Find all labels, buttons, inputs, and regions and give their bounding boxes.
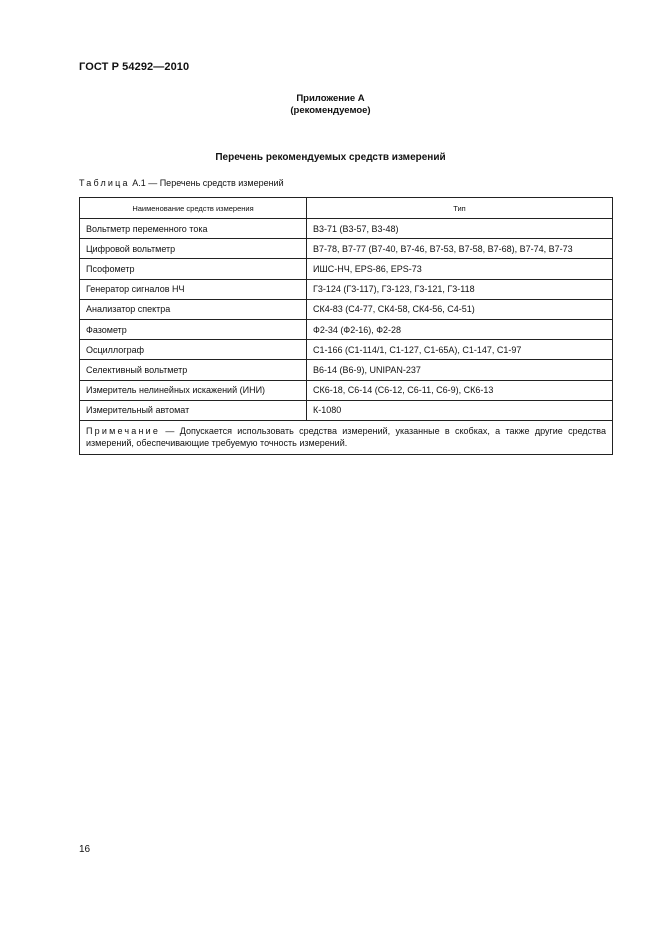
table-header-row	[80, 198, 613, 219]
cell-type: В6-14 (В6-9), UNIPAN-237	[307, 360, 613, 380]
table-caption-label: Таблица	[79, 178, 130, 188]
table-row	[80, 259, 613, 279]
section-title: Перечень рекомендуемых средств измерений	[215, 152, 446, 163]
cell-type: В7-78, В7-77 (В7-40, В7-46, В7-53, В7-58, В7-68), В7-74, В7-73	[307, 239, 613, 259]
table-note-row	[80, 420, 613, 454]
table-row	[80, 279, 613, 299]
cell-name: Измерительный автомат	[80, 400, 307, 420]
cell-type: ИШС-НЧ, EPS-86, EPS-73	[307, 259, 613, 279]
cell-name: Селективный вольтметр	[80, 360, 307, 380]
cell-name: Вольтметр переменного тока	[80, 219, 307, 239]
cell-name: Измеритель нелинейных искажений (ИНИ)	[80, 380, 307, 400]
table-row	[80, 360, 613, 380]
cell-name: Генератор сигналов НЧ	[80, 279, 307, 299]
column-header-type: Тип	[307, 198, 613, 219]
table-row	[80, 299, 613, 319]
appendix-title: Приложение А	[296, 93, 365, 104]
note-label: Примечание	[86, 425, 161, 436]
page-number: 16	[79, 844, 91, 855]
cell-type: С1-166 (С1-114/1, С1-127, С1-65А), С1-147, С1-97	[307, 340, 613, 360]
table-row	[80, 380, 613, 400]
measurement-means-table	[79, 197, 613, 455]
appendix-status: (рекомендуемое)	[290, 105, 371, 116]
table-row	[80, 219, 613, 239]
cell-type: СК4-83 (С4-77, СК4-58, СК4-56, С4-51)	[307, 299, 613, 319]
cell-name: Цифровой вольтметр	[80, 239, 307, 259]
cell-type: Г3-124 (Г3-117), Г3-123, Г3-121, Г3-118	[307, 279, 613, 299]
cell-name: Псофометр	[80, 259, 307, 279]
table-row	[80, 400, 613, 420]
table-row	[80, 340, 613, 360]
cell-type: Ф2-34 (Ф2-16), Ф2-28	[307, 319, 613, 339]
table-caption-text: А.1 — Перечень средств измерений	[129, 178, 284, 188]
column-header-name: Наименование средств измерения	[80, 198, 307, 219]
cell-type: В3-71 (В3-57, В3-48)	[307, 219, 613, 239]
cell-type: К-1080	[307, 400, 613, 420]
cell-name: Осциллограф	[80, 340, 307, 360]
table-row	[80, 239, 613, 259]
cell-name: Фазометр	[80, 319, 307, 339]
table-row	[80, 319, 613, 339]
document-code: ГОСТ Р 54292—2010	[79, 61, 190, 73]
note-text: — Допускается использовать средства измерений, указанные в скобках, а также другие средства измерений, обеспечивающие требуемую точность измерений.	[86, 425, 606, 448]
cell-name: Анализатор спектра	[80, 299, 307, 319]
table-caption	[79, 178, 284, 188]
table-note	[80, 420, 613, 454]
cell-type: СК6-18, С6-14 (С6-12, С6-11, С6-9), СК6-13	[307, 380, 613, 400]
